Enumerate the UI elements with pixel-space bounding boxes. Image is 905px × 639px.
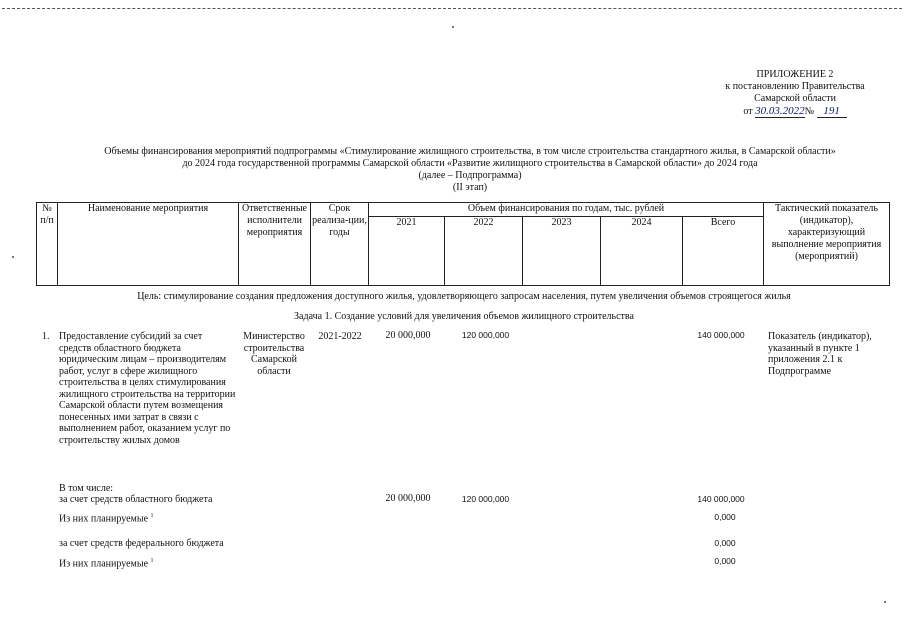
planned-total: 0,000 [714, 556, 736, 566]
title-line: до 2024 года государственной программы Самарской области «Развитие жилищного строительства в Самарской области» до 2024 года [182, 158, 758, 169]
col-num-header: № п/п [37, 203, 58, 286]
value-total: 140 000,000 [697, 330, 745, 340]
planned-total: 0,000 [714, 512, 736, 522]
value-2021: 20 000,000 [385, 330, 431, 341]
appendix-title: ПРИЛОЖЕНИЕ 2 [756, 69, 834, 80]
row-number: 1. [42, 331, 50, 342]
year-header: 2024 [601, 217, 683, 286]
handwritten-date: 30.03.2022 [755, 105, 805, 117]
planned-label: Из них планируемые $^1$ [59, 558, 154, 570]
year-header: 2021 [369, 217, 445, 286]
document-title [70, 146, 870, 194]
activity-name: Предоставление субсидий за счет средств областного бюджета юридическим лицам – производителям работ, услуг в сфере жилищного строительства в целях стимулирования жилищного строительства на территории Самарской области путем возмещения понесенных ими затрат в связи с выполнением работ, оказанием услуг по строительству жилых домов [59, 331, 236, 446]
appendix-date-line: от 30.03.2022№ 191 [700, 105, 890, 118]
col-executors-header: Ответственные исполнители мероприятия [239, 203, 311, 286]
goal-text: Цель: стимулирование создания предложения доступного жилья, удовлетворяющего запросам населения, путем увеличения объемов строящегося жилья [137, 291, 791, 302]
regional-total: 140 000,000 [697, 494, 745, 504]
appendix-block [700, 69, 890, 118]
regional-2021: 20 000,000 [385, 493, 431, 504]
scan-speck [884, 601, 886, 603]
title-line: (II этап) [452, 182, 488, 193]
planned-label: Из них планируемые $^1$ [59, 513, 154, 525]
indicator-text: Показатель (индикатор), указанный в пункте 1 приложения 2.1 к Подпрограмме [768, 331, 872, 377]
total-header: Всего [683, 217, 764, 286]
scan-speck [452, 26, 454, 28]
appendix-line: к постановлению Правительства [725, 81, 865, 92]
including-label: В том числе: [59, 483, 114, 494]
federal-budget-label: за счет средств федерального бюджета [59, 538, 224, 549]
federal-total: 0,000 [714, 538, 736, 548]
responsible-executor: Министерство строительства Самарской области [243, 331, 305, 377]
value-2022: 120 000,000 [461, 330, 510, 340]
col-term-header: Срок реализа-ции, годы [311, 203, 369, 286]
footnote-mark: 1 [150, 513, 154, 519]
funding-table-header [36, 202, 890, 286]
handwritten-number: 191 [817, 105, 847, 118]
regional-2022: 120 000,000 [461, 494, 510, 504]
page-top-border [2, 8, 902, 9]
col-name-header: Наименование мероприятия [58, 203, 239, 286]
title-line: Объемы финансирования мероприятий подпрограммы «Стимулирование жилищного строительства, в том числе строительства стандартного жилья, в Самарской области» [104, 146, 836, 157]
title-line: (далее – Подпрограмма) [418, 170, 522, 181]
year-header: 2022 [445, 217, 523, 286]
appendix-line: Самарской области [754, 93, 836, 104]
implementation-term: 2021-2022 [318, 331, 362, 342]
year-header: 2023 [523, 217, 601, 286]
col-funding-header: Объем финансирования по годам, тыс. рублей [369, 203, 764, 217]
task-text: Задача 1. Создание условий для увеличения объемов жилищного строительства [294, 311, 634, 322]
scan-speck [12, 256, 14, 258]
col-indicator-header: Тактический показатель (индикатор), характеризующий выполнение мероприятия (мероприятий) [764, 203, 890, 286]
footnote-mark: 1 [150, 558, 154, 564]
regional-budget-label: за счет средств областного бюджета [59, 494, 213, 505]
